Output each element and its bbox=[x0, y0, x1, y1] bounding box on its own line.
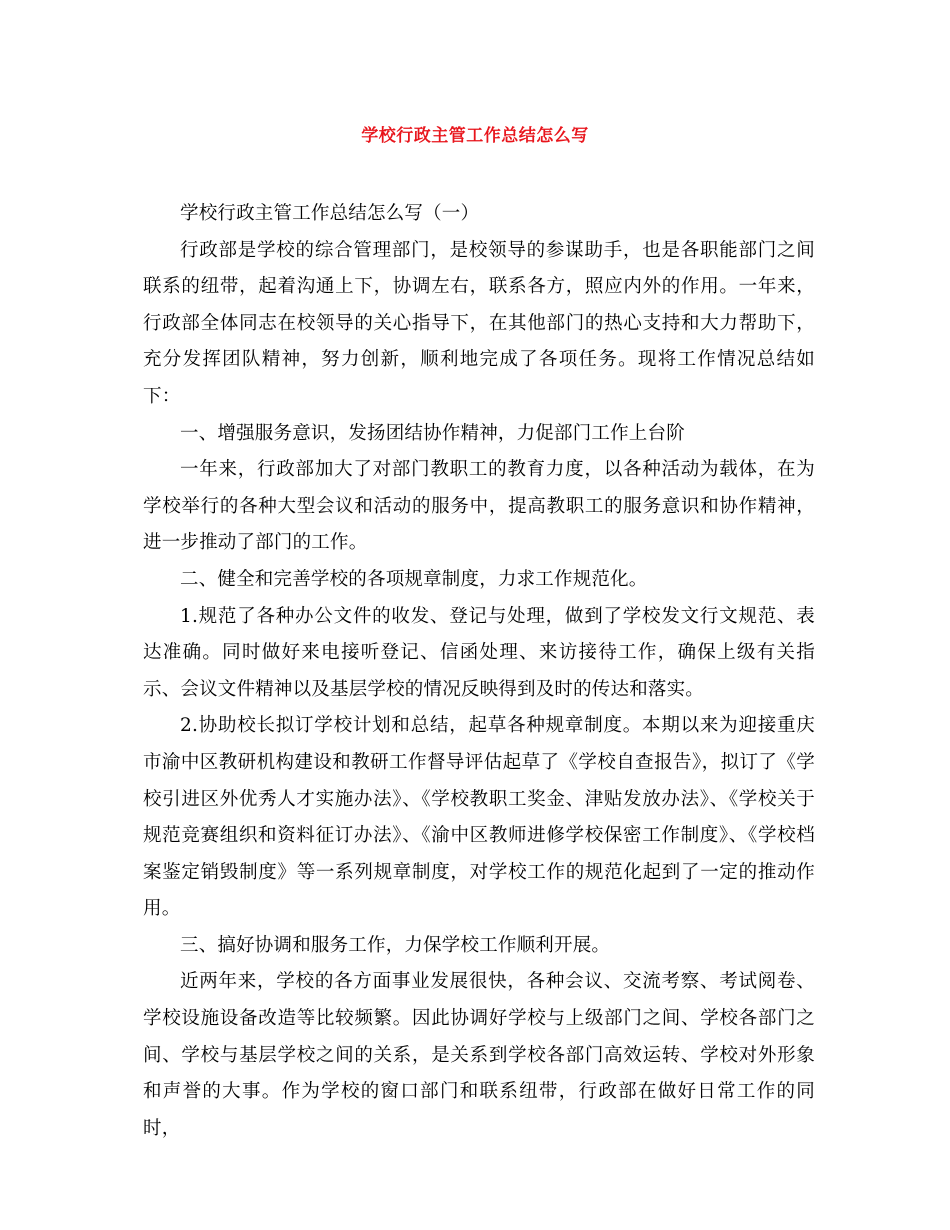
paragraph-item-1: 1.规范了各种办公文件的收发、登记与处理，做到了学校发文行文规范、表达准确。同时做好来电接听登记、信函处理、来访接待工作，确保上级有关指示、会议文件精神以及基层学校的情况反映得到及时的传达和落实。 bbox=[143, 605, 815, 700]
document-body bbox=[143, 196, 815, 1147]
paragraph-coordination: 近两年来，学校的各方面事业发展很快，各种会议、交流考察、考试阅卷、学校设施设备改造等比较频繁。因此协调好学校与上级部门之间、学校各部门之间、学校与基层学校之间的关系，是关系到学校各部门高效运转、学校对外形象和声誉的大事。作为学校的窗口部门和联系纽带，行政部在做好日常工作的同时， bbox=[143, 971, 815, 1139]
section-heading-part-one: 学校行政主管工作总结怎么写（一） bbox=[180, 203, 480, 224]
document-title: 学校行政主管工作总结怎么写 bbox=[361, 126, 589, 146]
paragraph-intro: 行政部是学校的综合管理部门，是校领导的参谋助手，也是各职能部门之间联系的纽带，起着沟通上下，协调左右，联系各方，照应内外的作用。一年来，行政部全体同志在校领导的关心指导下，在其他部门的热心支持和大力帮助下，充分发挥团队精神，努力创新，顺利地完成了各项任务。现将工作情况总结如下： bbox=[143, 239, 815, 407]
section-heading-two: 二、健全和完善学校的各项规章制度，力求工作规范化。 bbox=[180, 568, 648, 590]
paragraph-item-2: 2.协助校长拟订学校计划和总结，起草各种规章制度。本期以来为迎接重庆市渝中区教研机构建设和教研工作督导评估起草了《学校自查报告》，拟订了《学校引进区外优秀人才实施办法》、《学校教职工奖金、津贴发放办法》、《学校关于规范竞赛组织和资料征订办法》、《渝中区教师进修学校保密工作制度》、《学校档案鉴定销毁制度》等一系列规章制度，对学校工作的规范化起到了一定的推动作用。 bbox=[143, 715, 815, 920]
section-heading-one: 一、增强服务意识，发扬团结协作精神，力促部门工作上台阶 bbox=[180, 422, 685, 444]
section-heading-three: 三、搞好协调和服务工作，力保学校工作顺利开展。 bbox=[180, 934, 611, 956]
paragraph-service-awareness: 一年来，行政部加大了对部门教职工的教育力度，以各种活动为载体，在为学校举行的各种大型会议和活动的服务中，提高教职工的服务意识和协作精神，进一步推动了部门的工作。 bbox=[143, 459, 815, 554]
